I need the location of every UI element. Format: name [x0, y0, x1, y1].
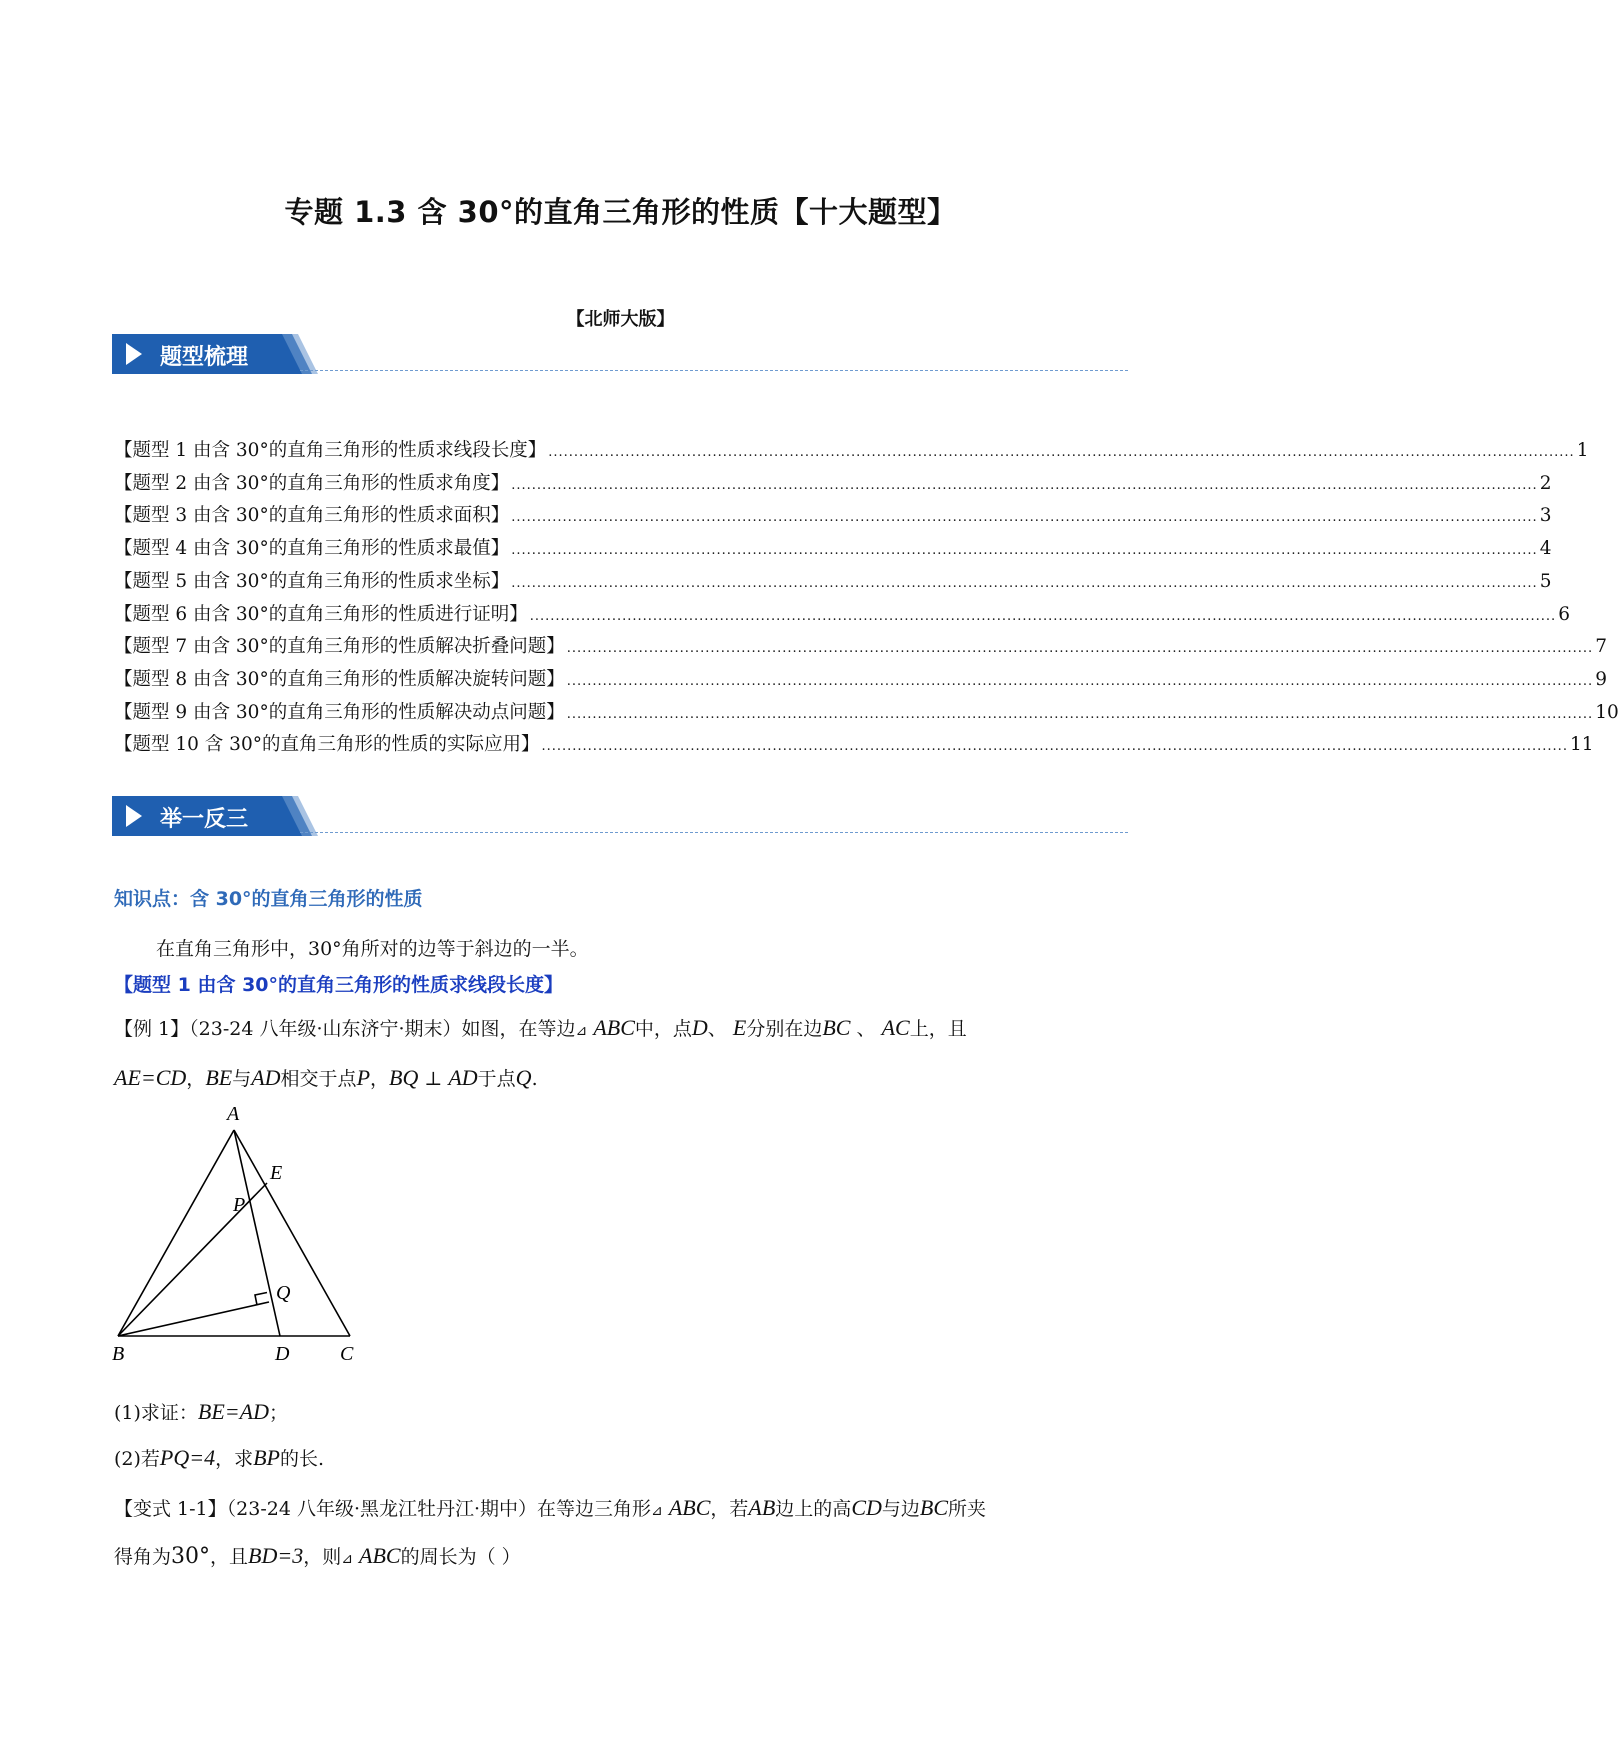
section-banner-toc: [112, 334, 312, 374]
side-ac: [234, 1130, 350, 1336]
question-1: [114, 1398, 288, 1425]
toc-leader-dots: ........................................................................................................................................................................................................: [511, 575, 1538, 591]
label-a: A: [227, 1103, 240, 1125]
toc-entry-label: 【题型 4 由含 30°的直角三角形的性质求最值】: [114, 538, 510, 560]
toc-leader-dots: ........................................................................................................................................................................................................: [511, 543, 1538, 559]
toc-leader-dots: ........................................................................................................................................................................................................: [566, 641, 1594, 657]
math-bp: BP: [253, 1445, 280, 1470]
divider-dashed: [300, 370, 1128, 371]
section-banner-examples: [112, 796, 312, 836]
side-ab: [118, 1130, 234, 1336]
math-bd3: BD=3: [248, 1543, 304, 1568]
text: 与: [232, 1068, 252, 1090]
toc-page-number: 11: [1569, 734, 1594, 756]
knowledge-heading: 知识点：含 30°的直角三角形的性质: [114, 888, 423, 910]
toc-leader-dots: ........................................................................................................................................................................................................: [541, 739, 1568, 755]
math-ad: AD: [251, 1065, 281, 1090]
toc-page-number: 6: [1558, 603, 1570, 625]
page-title: 专题 1.3 含 30°的直角三角形的性质【十大题型】: [284, 195, 957, 229]
toc-page-number: 4: [1539, 538, 1552, 560]
toc-entry[interactable]: [114, 436, 1589, 462]
toc-page-number: 7: [1595, 636, 1607, 658]
text: 的周长为（ ）: [400, 1546, 521, 1568]
label-e: E: [270, 1162, 283, 1184]
math-abc: ABC: [593, 1015, 635, 1040]
example-source: （23-24 八年级·山东济宁·期末）如图，在等边: [189, 1018, 576, 1040]
toc-entry-label: 【题型 1 由含 30°的直角三角形的性质求线段长度】: [114, 440, 547, 461]
text: ，且: [210, 1546, 249, 1568]
text: ，: [370, 1068, 390, 1090]
text: ，: [186, 1068, 206, 1090]
toc-page-number: 10: [1595, 701, 1619, 723]
toc-page-number: 9: [1595, 668, 1607, 690]
text: (2)若: [114, 1448, 160, 1470]
toc-entry-label: 【题型 2 由含 30°的直角三角形的性质求角度】: [114, 472, 510, 494]
divider-dashed: [300, 832, 1128, 833]
perp-symbol: ⊥: [424, 1068, 443, 1090]
variant-tag: 【变式 1-1】: [114, 1498, 227, 1520]
math-ae-cd: AE=CD: [114, 1065, 187, 1090]
toc-leader-dots: ........................................................................................................................................................................................................: [511, 510, 1538, 526]
text: ；: [268, 1402, 288, 1424]
toc-entry[interactable]: [114, 567, 1552, 593]
label-c: C: [340, 1343, 354, 1365]
toc-entry[interactable]: [114, 501, 1552, 527]
toc-entry-label: 【题型 9 由含 30°的直角三角形的性质解决动点问题】: [114, 701, 565, 723]
math-cd: CD: [851, 1495, 882, 1520]
text: 分别在边: [746, 1018, 823, 1040]
label-b: B: [112, 1343, 125, 1365]
triangle-symbol: ⊿: [341, 1551, 353, 1567]
example1-line2: [114, 1064, 538, 1091]
text: （23-24 八年级·黑龙江牡丹江·期中）在等边三角形: [226, 1498, 652, 1520]
label-d: D: [275, 1343, 290, 1365]
toc-entry[interactable]: [114, 534, 1552, 560]
math-q: Q: [515, 1065, 532, 1090]
example1-line1: [114, 1014, 967, 1041]
math-e: E: [732, 1015, 747, 1040]
toc-entry-label: 【题型 3 由含 30°的直角三角形的性质求面积】: [114, 505, 510, 527]
label-q: Q: [276, 1282, 291, 1304]
toc-leader-dots: ........................................................................................................................................................................................................: [566, 673, 1594, 689]
segment-bq: [118, 1302, 269, 1336]
text: 得角为: [114, 1546, 172, 1568]
toc-entry-label: 【题型 6 由含 30°的直角三角形的性质进行证明】: [114, 603, 528, 625]
text: (1)求证：: [114, 1402, 198, 1424]
math-ad: AD: [448, 1065, 478, 1090]
math-d: D: [691, 1015, 708, 1040]
toc-leader-dots: ........................................................................................................................................................................................................: [566, 706, 1594, 722]
banner-title: 举一反三: [160, 807, 249, 832]
text: 与边: [881, 1498, 920, 1520]
text: 上，且: [909, 1018, 967, 1040]
toc-entry[interactable]: [114, 632, 1607, 658]
text: 所夹: [948, 1498, 987, 1520]
toc-leader-dots: ........................................................................................................................................................................................................: [529, 608, 1557, 624]
math-abc: ABC: [359, 1543, 401, 1568]
example-tag: 【例 1】: [114, 1018, 190, 1040]
text: 于点: [477, 1068, 516, 1090]
toc-entry[interactable]: [114, 600, 1570, 626]
math-bq: BQ: [389, 1065, 419, 1090]
triangle-symbol: ⊿: [575, 1023, 588, 1039]
edition-label: 【北师大版】: [566, 309, 675, 330]
toc-page-number: 5: [1539, 570, 1552, 592]
toc-page-number: 2: [1539, 472, 1552, 494]
math-30deg: 30°: [171, 1544, 211, 1569]
toc-entry-label: 【题型 8 由含 30°的直角三角形的性质解决旋转问题】: [114, 668, 565, 690]
text: ，求: [215, 1448, 254, 1470]
math-ab: AB: [748, 1495, 776, 1520]
math-abc: ABC: [668, 1495, 711, 1520]
toc-entry[interactable]: [114, 730, 1594, 756]
text: 相交于点: [280, 1068, 357, 1090]
text: ，若: [710, 1498, 749, 1520]
toc-entry[interactable]: [114, 469, 1552, 495]
text: 的长.: [280, 1448, 325, 1470]
text: .: [531, 1068, 538, 1090]
text: 边上的高: [775, 1498, 852, 1520]
variant1-line2: [114, 1542, 521, 1569]
toc-entry[interactable]: [114, 698, 1619, 724]
toc-entry[interactable]: [114, 665, 1607, 691]
math-pq: PQ=4: [159, 1445, 216, 1470]
toc-page-number: 3: [1539, 505, 1552, 527]
toc-entry-label: 【题型 5 由含 30°的直角三角形的性质求坐标】: [114, 570, 510, 592]
variant1-line1: [114, 1494, 986, 1521]
math-p: P: [356, 1065, 371, 1090]
question-2: [114, 1444, 324, 1471]
text: 、: [707, 1018, 727, 1040]
triangle-figure: [100, 1100, 380, 1370]
math-bc: BC: [822, 1015, 851, 1040]
math-ac: AC: [881, 1015, 910, 1040]
banner-title: 题型梳理: [160, 345, 249, 370]
knowledge-text: 在直角三角形中，30°角所对的边等于斜边的一半。: [156, 938, 589, 960]
text: 中，点: [634, 1018, 692, 1040]
text: ，则: [303, 1546, 342, 1568]
toc-entry-label: 【题型 10 含 30°的直角三角形的性质的实际应用】: [114, 734, 540, 756]
triangle-symbol: ⊿: [651, 1503, 663, 1519]
toc-leader-dots: ........................................................................................................................................................................................................: [511, 477, 1538, 493]
label-p: P: [233, 1194, 246, 1216]
math-be-ad: BE=AD: [197, 1399, 269, 1424]
math-be: BE: [205, 1065, 233, 1090]
toc-entry-label: 【题型 7 由含 30°的直角三角形的性质解决折叠问题】: [114, 636, 565, 658]
type1-heading: 【题型 1 由含 30°的直角三角形的性质求线段长度】: [114, 974, 564, 996]
math-bc: BC: [919, 1495, 949, 1520]
toc-leader-dots: ........................................................................................................................................................................................................: [548, 445, 1575, 460]
text: 、: [856, 1018, 876, 1040]
toc-page-number: 1: [1576, 440, 1589, 461]
